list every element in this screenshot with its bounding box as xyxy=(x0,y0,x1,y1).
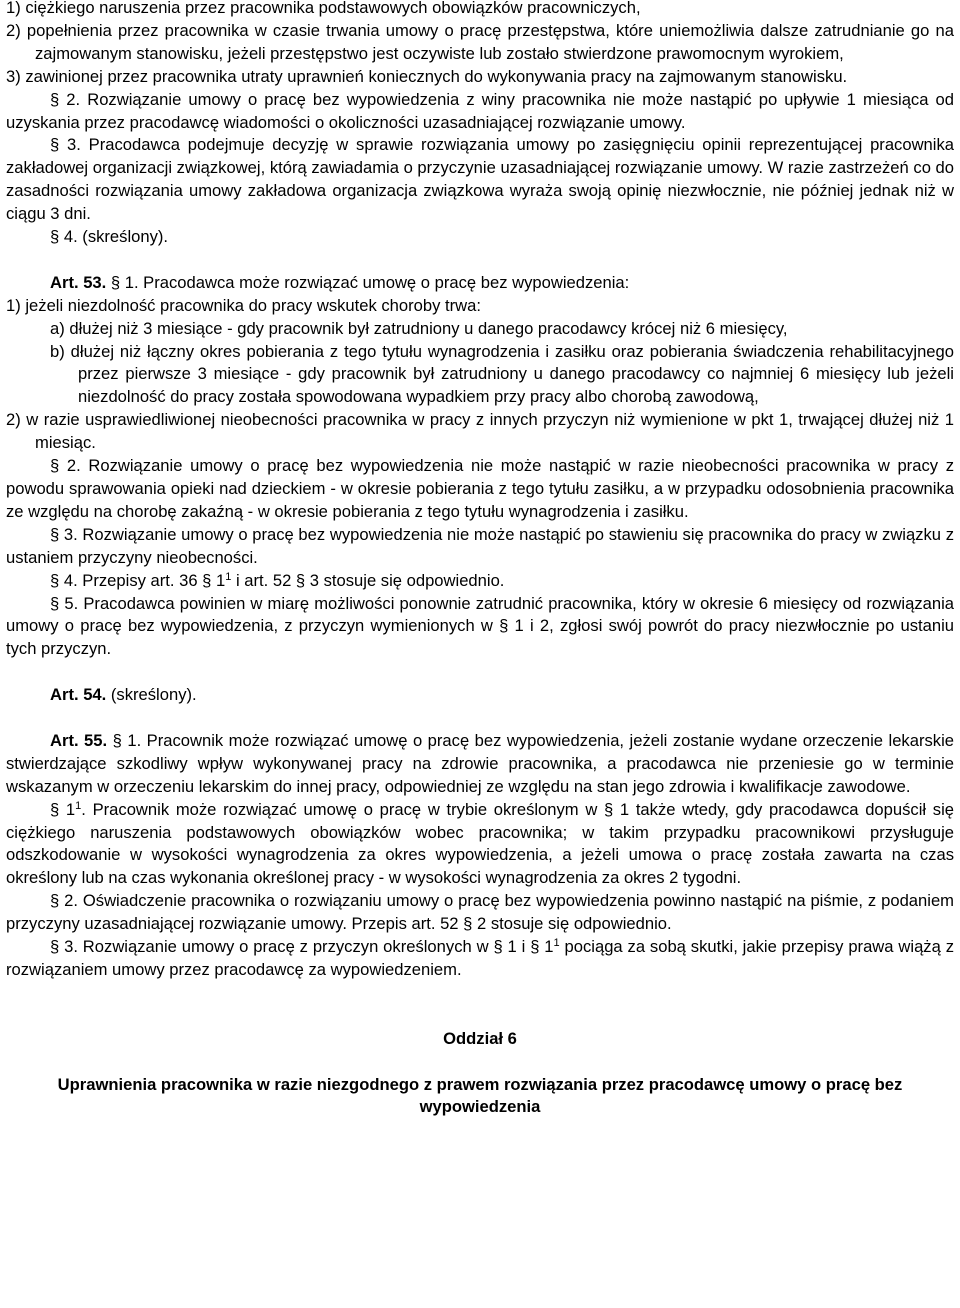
paragraph xyxy=(6,570,954,593)
paragraph-text: § 1 xyxy=(50,799,76,819)
superscript: 1 xyxy=(553,937,560,950)
list-item: 1) ciężkiego naruszenia przez pracownika podstawowych obowiązków pracowniczych, xyxy=(6,0,641,17)
spacer xyxy=(6,661,954,684)
list-subitem: a) dłużej niż 3 miesiące - gdy pracownik był zatrudniony u danego pracodawcy krócej niż 6 miesięcy, xyxy=(50,318,788,338)
paragraph-text: . Pracownik może rozwiązać umowę o pracę w trybie określonym w § 1 także wtedy, gdy pracodawca dopuścił się ciężkiego naruszenia podstawowych obowiązków wobec pracownika; w takim przypadku pracownikowi przysługuje odszkodowanie w wysokości wynagrodzenia za okres wypowiedzenia, a jeżeli umowa o pracę została zawarta na czas określony lub na czas wykonania określonej pracy - w wysokości wynagrodzenia za okres 2 tygodni. xyxy=(6,799,954,888)
paragraph-text: § 4. Przepisy art. 36 § 1 xyxy=(50,570,226,590)
paragraph: § 2. Rozwiązanie umowy o pracę bez wypowiedzenia nie może nastąpić w razie nieobecności pracownika w pracy z powodu sprawowania opieki nad dzieckiem - w okresie pobierania z tego tytułu zasiłku, a w przypadku odosobnienia pracownika ze względu na chorobę zakaźną - w okresie pobierania z tego tytułu wynagrodzenia i zasiłku. xyxy=(6,456,954,521)
section-heading: Oddział 6 xyxy=(443,1028,517,1048)
paragraph: § 3. Rozwiązanie umowy o pracę bez wypowiedzenia nie może nastąpić po stawieniu się pracownika do pracy w związku z ustaniem przyczyny nieobecności. xyxy=(6,524,954,567)
list-item: 3) zawinionej przez pracownika utraty uprawnień koniecznych do wykonywania pracy na zajmowanym stanowisku. xyxy=(6,66,848,86)
spacer xyxy=(6,982,954,1005)
article-54-paragraph xyxy=(6,684,954,707)
paragraph: § 2. Oświadczenie pracownika o rozwiązaniu umowy o pracę bez wypowiedzenia powinno nastąpić na piśmie, z podaniem przyczyny uzasadniającej rozwiązanie umowy. Przepis art. 52 § 2 stosuje się odpowiednio. xyxy=(6,891,954,934)
spacer xyxy=(6,707,954,730)
paragraph-text: i art. 52 § 3 stosuje się odpowiednio. xyxy=(231,570,505,590)
list-subitem: b) dłużej niż łączny okres pobierania z tego tytułu wynagrodzenia i zasiłku oraz pobierania świadczenia rehabilitacyjnego przez pierwsze 3 miesiące - gdy pracownik był zatrudniony u danego pracodawcy co najmniej 6 miesięcy lub jeżeli niezdolność do pracy została spowodowana wypadkiem przy pracy albo chorobą zawodową, xyxy=(50,341,954,407)
spacer xyxy=(6,1005,954,1028)
list-item: 2) popełnienia przez pracownika w czasie trwania umowy o pracę przestępstwa, które uniemożliwia dalsze zatrudnianie go na zajmowanym stanowisku, jeżeli przestępstwo jest oczywiste lub zostało stwierdzone prawomocnym wyrokiem, xyxy=(6,20,954,63)
paragraph: § 4. (skreślony). xyxy=(50,227,169,247)
paragraph-text: pociąga za sobą skutki, jakie przepisy prawa wiążą z rozwiązaniem umowy przez pracodawcę za wypowiedzeniem. xyxy=(6,937,954,980)
paragraph-text: (skreślony). xyxy=(106,685,197,705)
paragraph: § 5. Pracodawca powinien w miarę możliwości ponownie zatrudnić pracownika, który w okresie 6 miesięcy od rozwiązania umowy o pracę bez wypowiedzenia, z przyczyn wymienionych w § 1 i 2, zgłosi swój powrót do pracy niezwłocznie po ustaniu tych przyczyn. xyxy=(6,593,954,659)
article-label: Art. 55. xyxy=(50,730,108,750)
paragraph xyxy=(6,936,954,982)
superscript: 1 xyxy=(75,799,82,812)
paragraph: § 3. Pracodawca podejmuje decyzję w sprawie rozwiązania umowy po zasięgnięciu opinii reprezentującej pracownika zakładowej organizacji związkowej, którą zawiadamia o przyczynie uzasadniającej rozwiązanie umowy. W razie zastrzeżeń co do zasadności rozwiązania umowy zakładowa organizacja związkowa wyraża swoją opinię niezwłocznie, nie później jednak niż w ciągu 3 dni. xyxy=(6,135,954,224)
spacer xyxy=(6,249,954,272)
article-53-paragraph xyxy=(6,272,954,295)
paragraph xyxy=(6,799,954,891)
paragraph-text: § 1. Pracownik może rozwiązać umowę o pracę bez wypowiedzenia, jeżeli zostanie wydane orzeczenie lekarskie stwierdzające szkodliwy wpływ wykonywanej pracy na zdrowie pracownika, a pracodawca nie przeniesie go w terminie wskazanym w orzeczeniu lekarskim do innej pracy, odpowiedniej ze względu na stan jego zdrowia i kwalifikacje zawodowe. xyxy=(6,730,954,796)
spacer xyxy=(6,1051,954,1074)
paragraph-text: § 3. Rozwiązanie umowy o pracę z przyczyn określonych w § 1 i § 1 xyxy=(50,937,554,957)
paragraph-text: § 1. Pracodawca może rozwiązać umowę o pracę bez wypowiedzenia: xyxy=(110,272,630,292)
list-item: 1) jeżeli niezdolność pracownika do pracy wskutek choroby trwa: xyxy=(6,295,481,315)
list-item: 2) w razie usprawiedliwionej nieobecności pracownika w pracy z innych przyczyn niż wymienione w pkt 1, trwającej dłużej niż 1 miesiąc. xyxy=(6,410,954,453)
section-title: Uprawnienia pracownika w razie niezgodnego z prawem rozwiązania przez pracodawcę umowy o pracę bez wypowiedzenia xyxy=(57,1074,903,1117)
paragraph: § 2. Rozwiązanie umowy o pracę bez wypowiedzenia z winy pracownika nie może nastąpić po upływie 1 miesiąca od uzyskania przez pracodawcę wiadomości o okoliczności uzasadniającej rozwiązanie umowy. xyxy=(6,89,954,132)
document-body xyxy=(6,0,954,1119)
superscript: 1 xyxy=(225,570,232,583)
article-label: Art. 53. xyxy=(50,272,107,292)
article-label: Art. 54. xyxy=(50,685,107,705)
article-55-paragraph xyxy=(6,730,954,799)
